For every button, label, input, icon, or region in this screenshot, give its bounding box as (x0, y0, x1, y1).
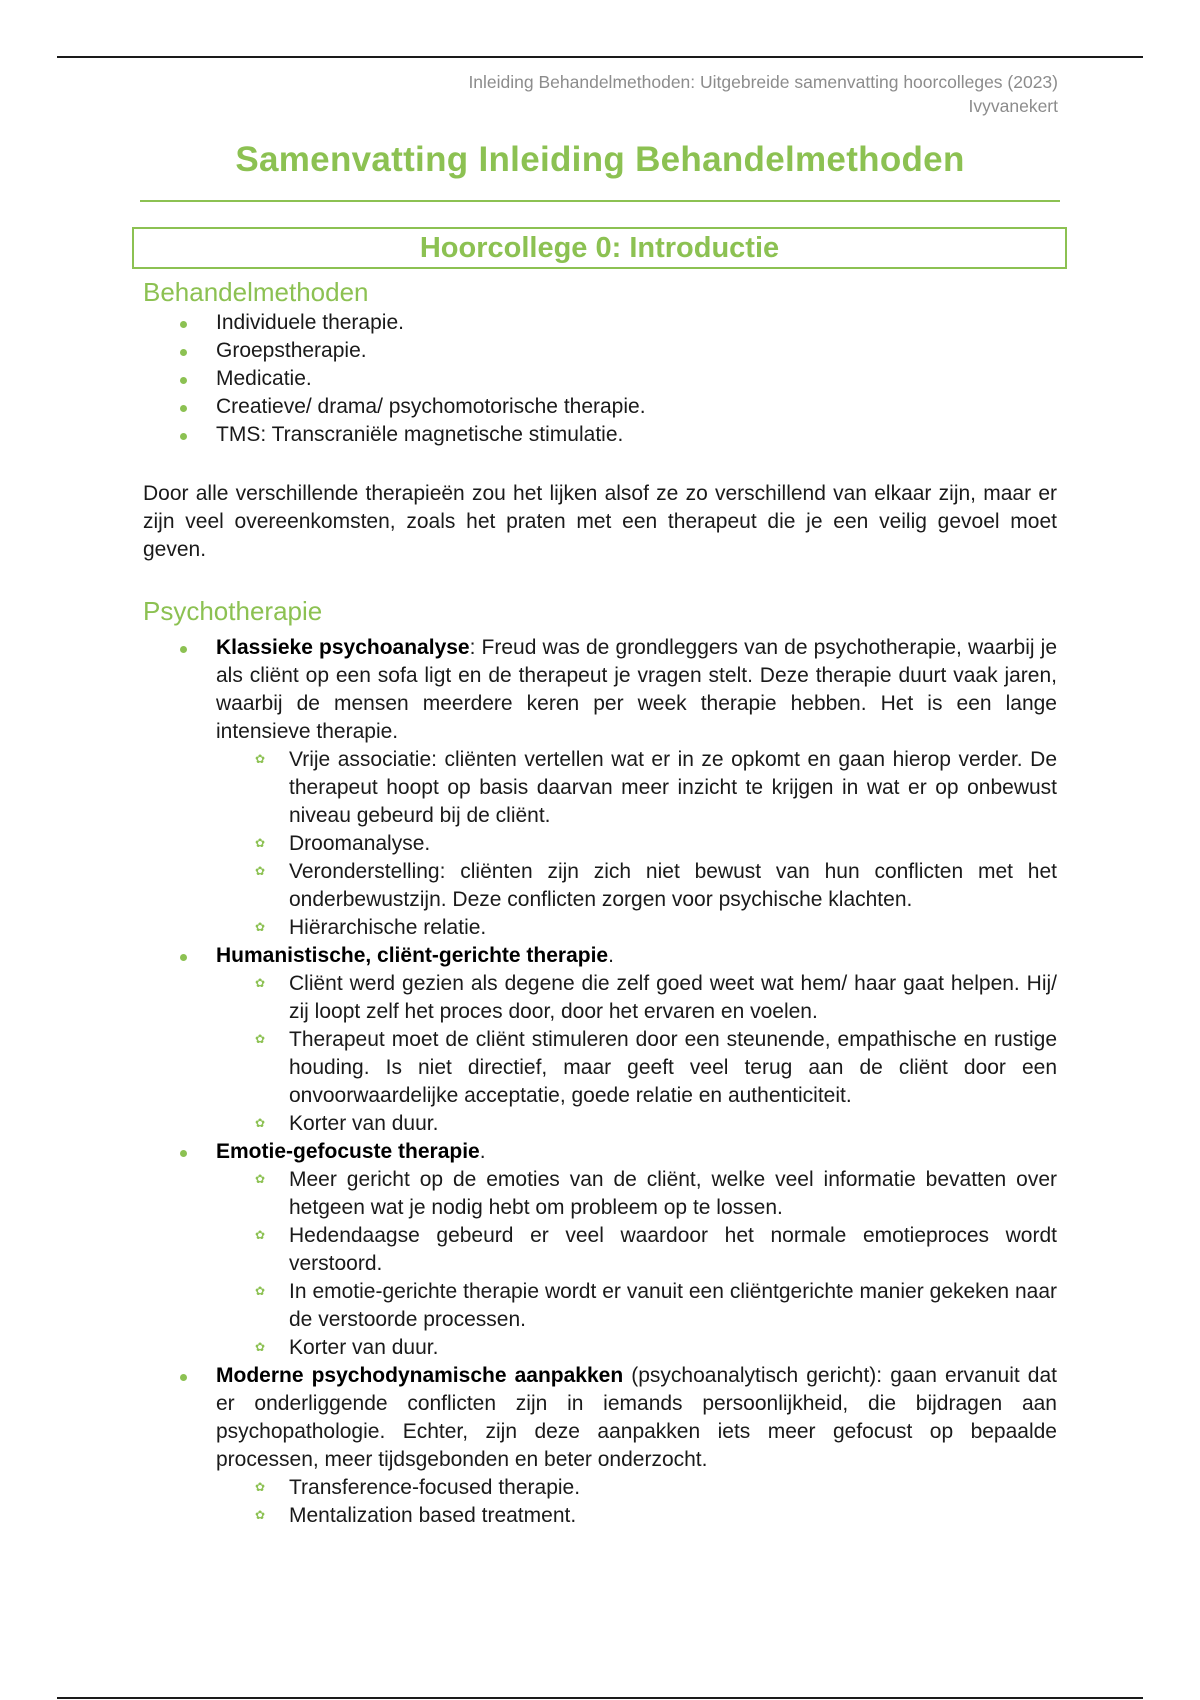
document-title: Samenvatting Inleiding Behandelmethoden (235, 140, 965, 179)
header-course-line: Inleiding Behandelmethoden: Uitgebreide samenvatting hoorcolleges (2023) (468, 72, 1058, 92)
lecture-title-box (132, 227, 1067, 269)
sub-item-text: Transference-focused therapie. (289, 1476, 581, 1499)
bullet-dot-icon (180, 646, 187, 653)
sub-item-text: Droomanalyse. (289, 832, 431, 855)
list-item-text: TMS: Transcraniële magnetische stimulatie. (216, 423, 624, 446)
sub-list-item (216, 746, 1057, 830)
sub-list-item (216, 830, 1057, 858)
bullet-dot-icon (180, 1150, 187, 1157)
sub-list-item (216, 1334, 1057, 1362)
list-item-text: Individuele therapie. (216, 311, 404, 334)
sub-list-item (216, 1110, 1057, 1138)
sub-list-item (216, 1278, 1057, 1334)
term-description: . (479, 1140, 486, 1163)
sub-list-item (216, 1166, 1057, 1222)
sub-item-text: Meer gericht op de emoties van de cliënt, welke veel informatie bevatten over hetgeen wat je nodig hebt om probleem op te lossen. (289, 1168, 1057, 1219)
header-author: Ivyvanekert (968, 96, 1058, 116)
flower-bullet-icon: ✿ (254, 752, 266, 766)
bullet-dot-icon (180, 349, 187, 356)
bottom-rule (57, 1697, 1143, 1699)
bullet-dot-icon (180, 405, 187, 412)
intro-paragraph: Door alle verschillende therapieën zou het lijken alsof ze zo verschillend van elkaar zijn, maar er zijn veel overeenkomsten, zoals het praten met een therapeut die je een veilig gevoel moet geven. (143, 482, 1057, 561)
sub-item-text: Hiërarchische relatie. (289, 916, 487, 939)
list-item (143, 365, 1057, 393)
bullet-dot-icon (180, 321, 187, 328)
psychotherapy-list (143, 634, 1057, 1530)
lecture-title: Hoorcollege 0: Introductie (419, 232, 780, 264)
sub-list (216, 746, 1057, 942)
sub-item-text: Korter van duur. (289, 1112, 439, 1135)
sub-item-text: Vrije associatie: cliënten vertellen wat er in ze opkomt en gaan hierop verder. De therapeut hoopt op basis daarvan meer inzicht te krijgen in wat er op onbewust niveau gebeurd bij de cliënt. (289, 748, 1057, 827)
bullet-dot-icon (180, 377, 187, 384)
flower-bullet-icon: ✿ (254, 1116, 266, 1130)
page-header (468, 70, 1058, 118)
term-classic-psychoanalysis: Klassieke psychoanalyse (216, 636, 470, 659)
sub-list-item (216, 914, 1057, 942)
sub-list (216, 1166, 1057, 1362)
term-description: . (608, 944, 614, 967)
term-description: (psychoanalytisch gericht): gaan ervanuit dat er onderliggende conflicten zijn in iemands persoonlijkheid, die bijdragen aan psychopathologie. Echter, zijn deze aanpakken iets meer gefocust op bepaalde processen, meer tijdsgebonden en beter onderzocht. (216, 1364, 1057, 1471)
content-body (143, 275, 1057, 1530)
treatment-methods-list (143, 309, 1057, 449)
sub-list (216, 970, 1057, 1138)
top-rule (57, 56, 1143, 58)
list-item-text: Creatieve/ drama/ psychomotorische therapie. (216, 395, 646, 418)
sub-item-text: In emotie-gerichte therapie wordt er vanuit een cliëntgerichte manier gekeken naar de verstoorde processen. (289, 1280, 1057, 1331)
flower-bullet-icon: ✿ (254, 1172, 266, 1186)
bullet-dot-icon (180, 1374, 187, 1381)
list-item-text: Medicatie. (216, 367, 312, 390)
list-item (143, 337, 1057, 365)
sub-list-item (216, 1474, 1057, 1502)
flower-bullet-icon: ✿ (254, 1340, 266, 1354)
flower-bullet-icon: ✿ (254, 920, 266, 934)
sub-list-item (216, 970, 1057, 1026)
list-item (143, 942, 1057, 1138)
sub-item-text: Veronderstelling: cliënten zijn zich niet bewust van hun conflicten met het onderbewustzijn. Deze conflicten zorgen voor psychische klachten. (289, 860, 1057, 911)
sub-item-text: Cliënt werd gezien als degene die zelf goed weet wat hem/ haar gaat helpen. Hij/ zij loopt zelf het proces door, door het ervaren en voelen. (289, 972, 1057, 1023)
list-item (143, 393, 1057, 421)
list-item (143, 1362, 1057, 1530)
sub-item-text: Hedendaagse gebeurd er veel waardoor het normale emotieproces wordt verstoord. (289, 1224, 1057, 1275)
flower-bullet-icon: ✿ (254, 1508, 266, 1522)
sub-list-item (216, 1026, 1057, 1110)
sub-list-item (216, 858, 1057, 914)
flower-bullet-icon: ✿ (254, 864, 266, 878)
list-item-text: Groepstherapie. (216, 339, 367, 362)
list-item (143, 309, 1057, 337)
term-modern-psychodynamic: Moderne psychodynamische aanpakken (216, 1364, 624, 1387)
bullet-dot-icon (180, 433, 187, 440)
sub-list (216, 1474, 1057, 1530)
bullet-dot-icon (180, 954, 187, 961)
section-heading-behandelmethoden: Behandelmethoden (143, 277, 369, 307)
list-item (143, 634, 1057, 942)
term-humanistic-therapy: Humanistische, cliënt-gerichte therapie (216, 944, 609, 967)
sub-item-text: Therapeut moet de cliënt stimuleren door een steunende, empathische en rustige houding. Is niet directief, maar geeft veel terug aan de cliënt door een onvoorwaardelijke acceptatie, goede relatie en authenticiteit. (289, 1028, 1057, 1107)
flower-bullet-icon: ✿ (254, 836, 266, 850)
flower-bullet-icon: ✿ (254, 976, 266, 990)
flower-bullet-icon: ✿ (254, 1228, 266, 1242)
sub-item-text: Korter van duur. (289, 1336, 439, 1359)
term-emotion-focused-therapy: Emotie-gefocuste therapie (216, 1140, 480, 1163)
term-description: : Freud was de grondleggers van de psychotherapie, waarbij je als cliënt op een sofa ligt en de therapeut je vragen stelt. Deze therapie duurt vaak jaren, waarbij de mensen meerdere keren per week therapie hebben. Het is een lange intensieve therapie. (216, 636, 1057, 743)
sub-list-item (216, 1222, 1057, 1278)
flower-bullet-icon: ✿ (254, 1284, 266, 1298)
title-underline (140, 200, 1060, 202)
list-item (143, 1138, 1057, 1362)
flower-bullet-icon: ✿ (254, 1480, 266, 1494)
sub-list-item (216, 1502, 1057, 1530)
sub-item-text: Mentalization based treatment. (289, 1504, 577, 1527)
section-heading-psychotherapie: Psychotherapie (143, 596, 323, 626)
flower-bullet-icon: ✿ (254, 1032, 266, 1046)
list-item (143, 421, 1057, 449)
